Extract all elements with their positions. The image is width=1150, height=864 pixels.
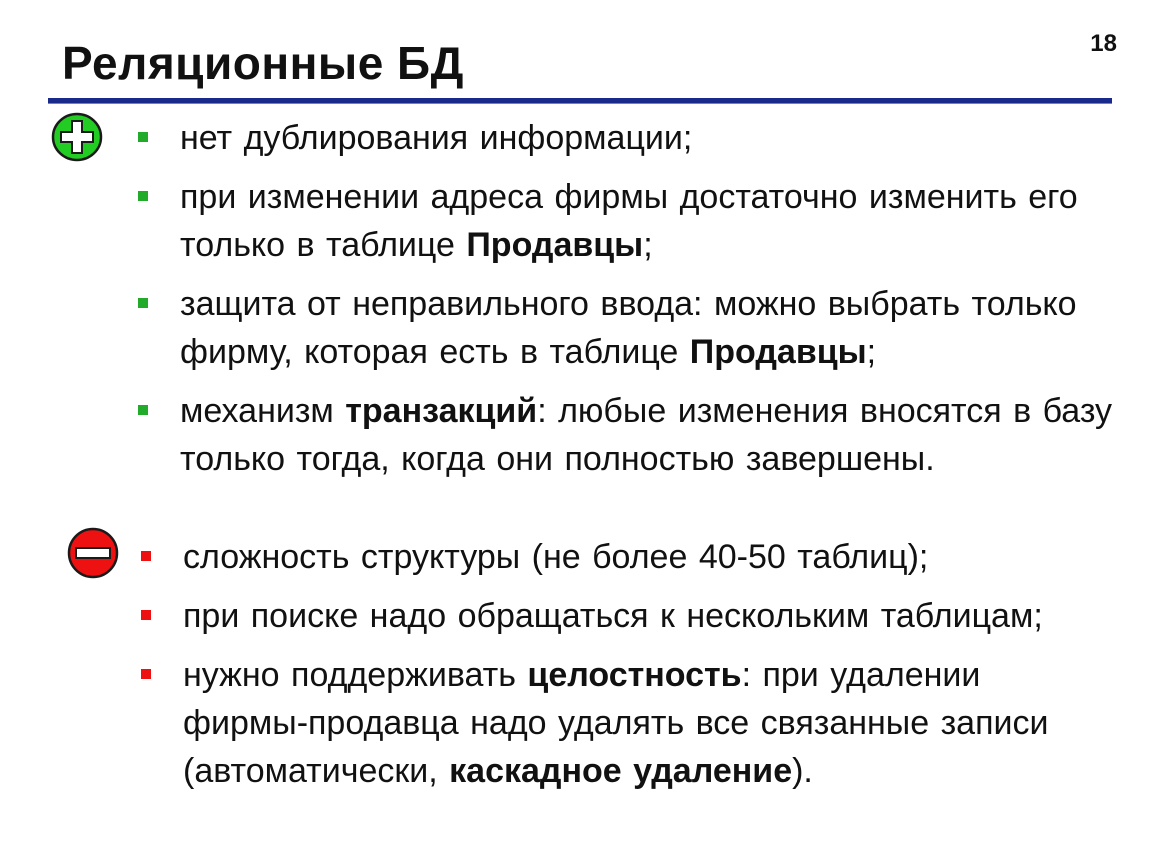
item-text: механизм [180,392,346,430]
item-text: сложность структуры (не более 40-50 таблиц); [183,538,929,576]
item-text: нужно поддерживать [183,656,528,694]
item-text: : при удалении фирмы-продавца надо удалять все связанные записи (автоматически, [183,656,1049,790]
item-text: нет дублирования информации; [180,119,693,157]
slide-title: Реляционные БД [62,37,464,89]
slide-number: 18 [1090,30,1117,57]
bullet-marker [141,610,151,620]
pro-item [138,280,1128,376]
bullet-marker [138,191,148,201]
item-text: при изменении адреса фирмы достаточно изменить его только в таблице [180,178,1078,264]
plus-icon [51,112,103,162]
item-text: защита от неправильного ввода: можно выбрать только фирму, которая есть в таблице [180,285,1077,371]
bullet-marker [141,669,151,679]
bullet-marker [138,405,148,415]
item-text: : любые изменения вносятся в базу только тогда, когда они полностью завершены. [180,392,1113,478]
item-text: ; [643,226,653,264]
pro-item [138,114,1128,162]
item-text: ). [792,752,813,790]
emphasis-text: целостность [527,656,742,694]
title-divider [48,98,1112,104]
pros-list [138,114,1128,494]
minus-icon [67,527,119,579]
item-text: ; [866,333,877,371]
bullet-marker [141,551,151,561]
pro-item [138,173,1128,269]
con-item [141,533,1101,581]
bullet-marker [138,132,148,142]
emphasis-text: Продавцы [689,333,867,371]
bullet-marker [138,298,148,308]
cons-list [141,533,1101,806]
con-item [141,651,1101,795]
item-text: при поиске надо обращаться к нескольким таблицам; [183,597,1043,635]
emphasis-text: Продавцы [466,226,644,264]
pro-item [138,387,1128,483]
emphasis-text: каскадное удаление [449,752,793,790]
con-item [141,592,1101,640]
emphasis-text: транзакций [345,392,538,430]
